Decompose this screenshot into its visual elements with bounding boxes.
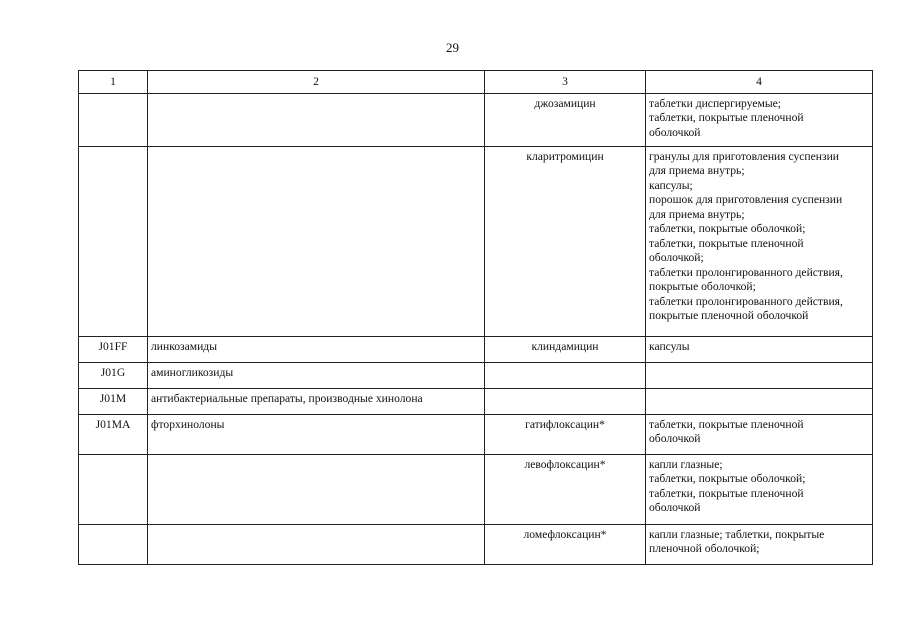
drug-name-cell: клиндамицин (485, 336, 646, 362)
column-header-1: 1 (79, 71, 148, 94)
atc-code-cell (79, 93, 148, 146)
dosage-forms-cell (646, 146, 873, 336)
dosage-form-line: капли глазные; (649, 457, 723, 471)
dosage-form-line: таблетки, покрытые пленочной (649, 236, 804, 250)
group-name-cell (148, 454, 485, 524)
table-row (79, 414, 873, 454)
dosage-form-line: для приема внутрь; (649, 164, 745, 177)
dosage-form-line: таблетки пролонгированного действия, (649, 265, 843, 279)
dosage-form-line: таблетки пролонгированного действия, (649, 294, 843, 308)
atc-code-cell (79, 454, 148, 524)
dosage-forms-cell (646, 362, 873, 388)
dosage-forms-cell (646, 388, 873, 414)
dosage-form-line: таблетки, покрытые пленочной (649, 486, 804, 500)
dosage-form-line: таблетки, покрытые пленочной (649, 111, 804, 124)
atc-code-cell: J01FF (79, 336, 148, 362)
dosage-form-line: таблетки, покрытые пленочной (649, 417, 804, 431)
drug-name-cell: кларитромицин (485, 146, 646, 336)
group-name-cell (148, 93, 485, 146)
page-number: 29 (446, 40, 459, 55)
drug-name-cell (485, 388, 646, 414)
group-name-cell: аминогликозиды (148, 362, 485, 388)
header-row (79, 71, 873, 94)
column-header-2: 2 (148, 71, 485, 94)
atc-code-cell (79, 524, 148, 564)
dosage-form-line: таблетки, покрытые оболочкой; (649, 222, 806, 235)
dosage-forms-cell (646, 93, 873, 146)
drug-name-cell: гатифлоксацин* (485, 414, 646, 454)
dosage-form-line: оболочкой; (649, 251, 704, 264)
dosage-form-line: оболочкой (649, 432, 701, 445)
dosage-forms-cell (646, 454, 873, 524)
group-name-cell (148, 524, 485, 564)
dosage-form-line: капли глазные; таблетки, покрытые (649, 527, 825, 541)
drug-name-cell: джозамицин (485, 93, 646, 146)
dosage-form-line: покрытые пленочной оболочкой (649, 309, 809, 322)
atc-code-cell: J01M (79, 388, 148, 414)
dosage-form-line: капсулы; (649, 178, 693, 192)
dosage-forms-cell (646, 524, 873, 564)
dosage-form-line: капсулы (649, 339, 690, 353)
dosage-form-line: оболочкой (649, 501, 701, 514)
column-header-4: 4 (646, 71, 873, 94)
atc-code-cell: J01MA (79, 414, 148, 454)
table-row (79, 93, 873, 146)
dosage-form-line: таблетки, покрытые оболочкой; (649, 472, 806, 485)
group-name-cell (148, 146, 485, 336)
group-name-cell: антибактериальные препараты, производные хинолона (148, 388, 485, 414)
atc-code-cell (79, 146, 148, 336)
dosage-form-line: пленочной оболочкой; (649, 542, 760, 555)
table-row (79, 336, 873, 362)
dosage-form-line: для приема внутрь; (649, 207, 745, 221)
table-row (79, 362, 873, 388)
dosage-form-line: покрытые оболочкой; (649, 280, 756, 293)
atc-code-cell: J01G (79, 362, 148, 388)
column-header-3: 3 (485, 71, 646, 94)
table-row (79, 146, 873, 336)
dosage-forms-cell (646, 336, 873, 362)
table-row (79, 524, 873, 564)
group-name-cell: линкозамиды (148, 336, 485, 362)
drug-name-cell: ломефлоксацин* (485, 524, 646, 564)
dosage-form-line: таблетки диспергируемые; (649, 96, 781, 110)
drug-name-cell: левофлоксацин* (485, 454, 646, 524)
group-name-cell: фторхинолоны (148, 414, 485, 454)
table-row (79, 454, 873, 524)
dosage-form-line: порошок для приготовления суспензии (649, 193, 843, 206)
dosage-form-line: оболочкой (649, 125, 701, 139)
dosage-forms-cell (646, 414, 873, 454)
drug-name-cell (485, 362, 646, 388)
table-row (79, 388, 873, 414)
drug-table (78, 70, 873, 565)
dosage-form-line: гранулы для приготовления суспензии (649, 149, 839, 163)
